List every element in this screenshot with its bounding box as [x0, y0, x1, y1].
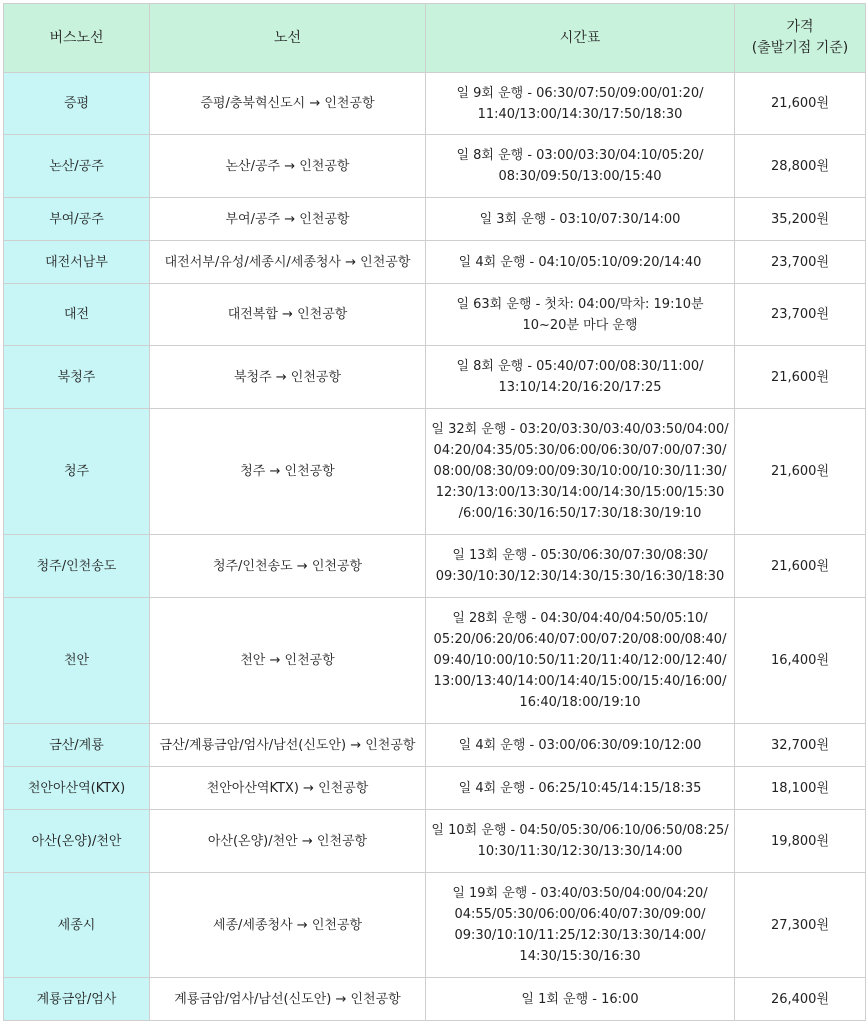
table-row [4, 284, 866, 346]
header-price: 가격 (출발기점 기준) [735, 4, 866, 73]
line-cell: 청주/인천송도 → 인천공항 [150, 535, 426, 598]
price-cell: 19,800원 [735, 810, 866, 873]
header-row [4, 4, 866, 73]
line-cell: 대전서부/유성/세종시/세종청사 → 인천공항 [150, 241, 426, 284]
table-row [4, 73, 866, 135]
price-cell: 18,100원 [735, 767, 866, 810]
line-cell: 금산/계룡금암/엄사/남선(신도안) → 인천공항 [150, 724, 426, 767]
line-cell: 증평/충북혁신도시 → 인천공항 [150, 73, 426, 135]
line-cell: 계룡금암/엄사/남선(신도안) → 인천공항 [150, 978, 426, 1021]
price-cell: 32,700원 [735, 724, 866, 767]
table-row [4, 873, 866, 978]
schedule-cell: 일 10회 운행 - 04:50/05:30/06:10/06:50/08:25/ 10:30/11:30/12:30/13:30/14:00 [426, 810, 735, 873]
table-row [4, 767, 866, 810]
route-cell: 논산/공주 [4, 135, 150, 198]
route-cell: 청주 [4, 409, 150, 535]
table-row [4, 978, 866, 1021]
table-row [4, 535, 866, 598]
line-cell: 세종/세종청사 → 인천공항 [150, 873, 426, 978]
price-cell: 23,700원 [735, 284, 866, 346]
route-cell: 천안 [4, 598, 150, 724]
schedule-cell: 일 4회 운행 - 06:25/10:45/14:15/18:35 [426, 767, 735, 810]
table-row [4, 724, 866, 767]
schedule-cell: 일 1회 운행 - 16:00 [426, 978, 735, 1021]
price-cell: 27,300원 [735, 873, 866, 978]
route-cell: 아산(온양)/천안 [4, 810, 150, 873]
bus-schedule-table [3, 3, 866, 1021]
price-cell: 16,400원 [735, 598, 866, 724]
line-cell: 청주 → 인천공항 [150, 409, 426, 535]
route-cell: 청주/인천송도 [4, 535, 150, 598]
table-row [4, 810, 866, 873]
line-cell: 천안아산역KTX) → 인천공항 [150, 767, 426, 810]
schedule-cell: 일 8회 운행 - 03:00/03:30/04:10/05:20/ 08:30/09:50/13:00/15:40 [426, 135, 735, 198]
price-cell: 26,400원 [735, 978, 866, 1021]
schedule-cell: 일 4회 운행 - 04:10/05:10/09:20/14:40 [426, 241, 735, 284]
schedule-cell: 일 32회 운행 - 03:20/03:30/03:40/03:50/04:00/ 04:20/04:35/05:30/06:00/06:30/07:00/07:30/ 08:00/08:30/09:00/09:30/10:00/10:30/11:30/ 12:30/13:00/13:30/14:00/14:30/15:00/15:30 /6:00/16:30/16:50/17:30/18:30/19:10 [426, 409, 735, 535]
line-cell: 천안 → 인천공항 [150, 598, 426, 724]
schedule-cell: 일 3회 운행 - 03:10/07:30/14:00 [426, 198, 735, 241]
table-row [4, 241, 866, 284]
schedule-cell: 일 19회 운행 - 03:40/03:50/04:00/04:20/ 04:55/05:30/06:00/06:40/07:30/09:00/ 09:30/10:10/11:25/12:30/13:30/14:00/ 14:30/15:30/16:30 [426, 873, 735, 978]
price-cell: 21,600원 [735, 346, 866, 409]
header-schedule: 시간표 [426, 4, 735, 73]
header-route: 버스노선 [4, 4, 150, 73]
route-cell: 세종시 [4, 873, 150, 978]
route-cell: 금산/계룡 [4, 724, 150, 767]
table-row [4, 598, 866, 724]
route-cell: 북청주 [4, 346, 150, 409]
route-cell: 증평 [4, 73, 150, 135]
price-cell: 35,200원 [735, 198, 866, 241]
header-line: 노선 [150, 4, 426, 73]
line-cell: 부여/공주 → 인천공항 [150, 198, 426, 241]
price-cell: 21,600원 [735, 535, 866, 598]
table-row [4, 135, 866, 198]
price-cell: 21,600원 [735, 73, 866, 135]
route-cell: 천안아산역(KTX) [4, 767, 150, 810]
schedule-cell: 일 28회 운행 - 04:30/04:40/04:50/05:10/ 05:20/06:20/06:40/07:00/07:20/08:00/08:40/ 09:40/10:00/10:50/11:20/11:40/12:00/12:40/ 13:00/13:40/14:00/14:40/15:00/15:40/16:00/ 16:40/18:00/19:10 [426, 598, 735, 724]
route-cell: 대전서남부 [4, 241, 150, 284]
table-row [4, 198, 866, 241]
route-cell: 부여/공주 [4, 198, 150, 241]
table-row [4, 409, 866, 535]
line-cell: 대전복합 → 인천공항 [150, 284, 426, 346]
schedule-cell: 일 13회 운행 - 05:30/06:30/07:30/08:30/ 09:30/10:30/12:30/14:30/15:30/16:30/18:30 [426, 535, 735, 598]
route-cell: 계룡금암/엄사 [4, 978, 150, 1021]
line-cell: 아산(온양)/천안 → 인천공항 [150, 810, 426, 873]
line-cell: 북청주 → 인천공항 [150, 346, 426, 409]
price-cell: 23,700원 [735, 241, 866, 284]
price-cell: 21,600원 [735, 409, 866, 535]
schedule-cell: 일 8회 운행 - 05:40/07:00/08:30/11:00/ 13:10/14:20/16:20/17:25 [426, 346, 735, 409]
line-cell: 논산/공주 → 인천공항 [150, 135, 426, 198]
schedule-cell: 일 63회 운행 - 첫차: 04:00/막차: 19:10분 10~20분 마다 운행 [426, 284, 735, 346]
route-cell: 대전 [4, 284, 150, 346]
schedule-cell: 일 9회 운행 - 06:30/07:50/09:00/01:20/ 11:40/13:00/14:30/17:50/18:30 [426, 73, 735, 135]
price-cell: 28,800원 [735, 135, 866, 198]
table-row [4, 346, 866, 409]
schedule-cell: 일 4회 운행 - 03:00/06:30/09:10/12:00 [426, 724, 735, 767]
